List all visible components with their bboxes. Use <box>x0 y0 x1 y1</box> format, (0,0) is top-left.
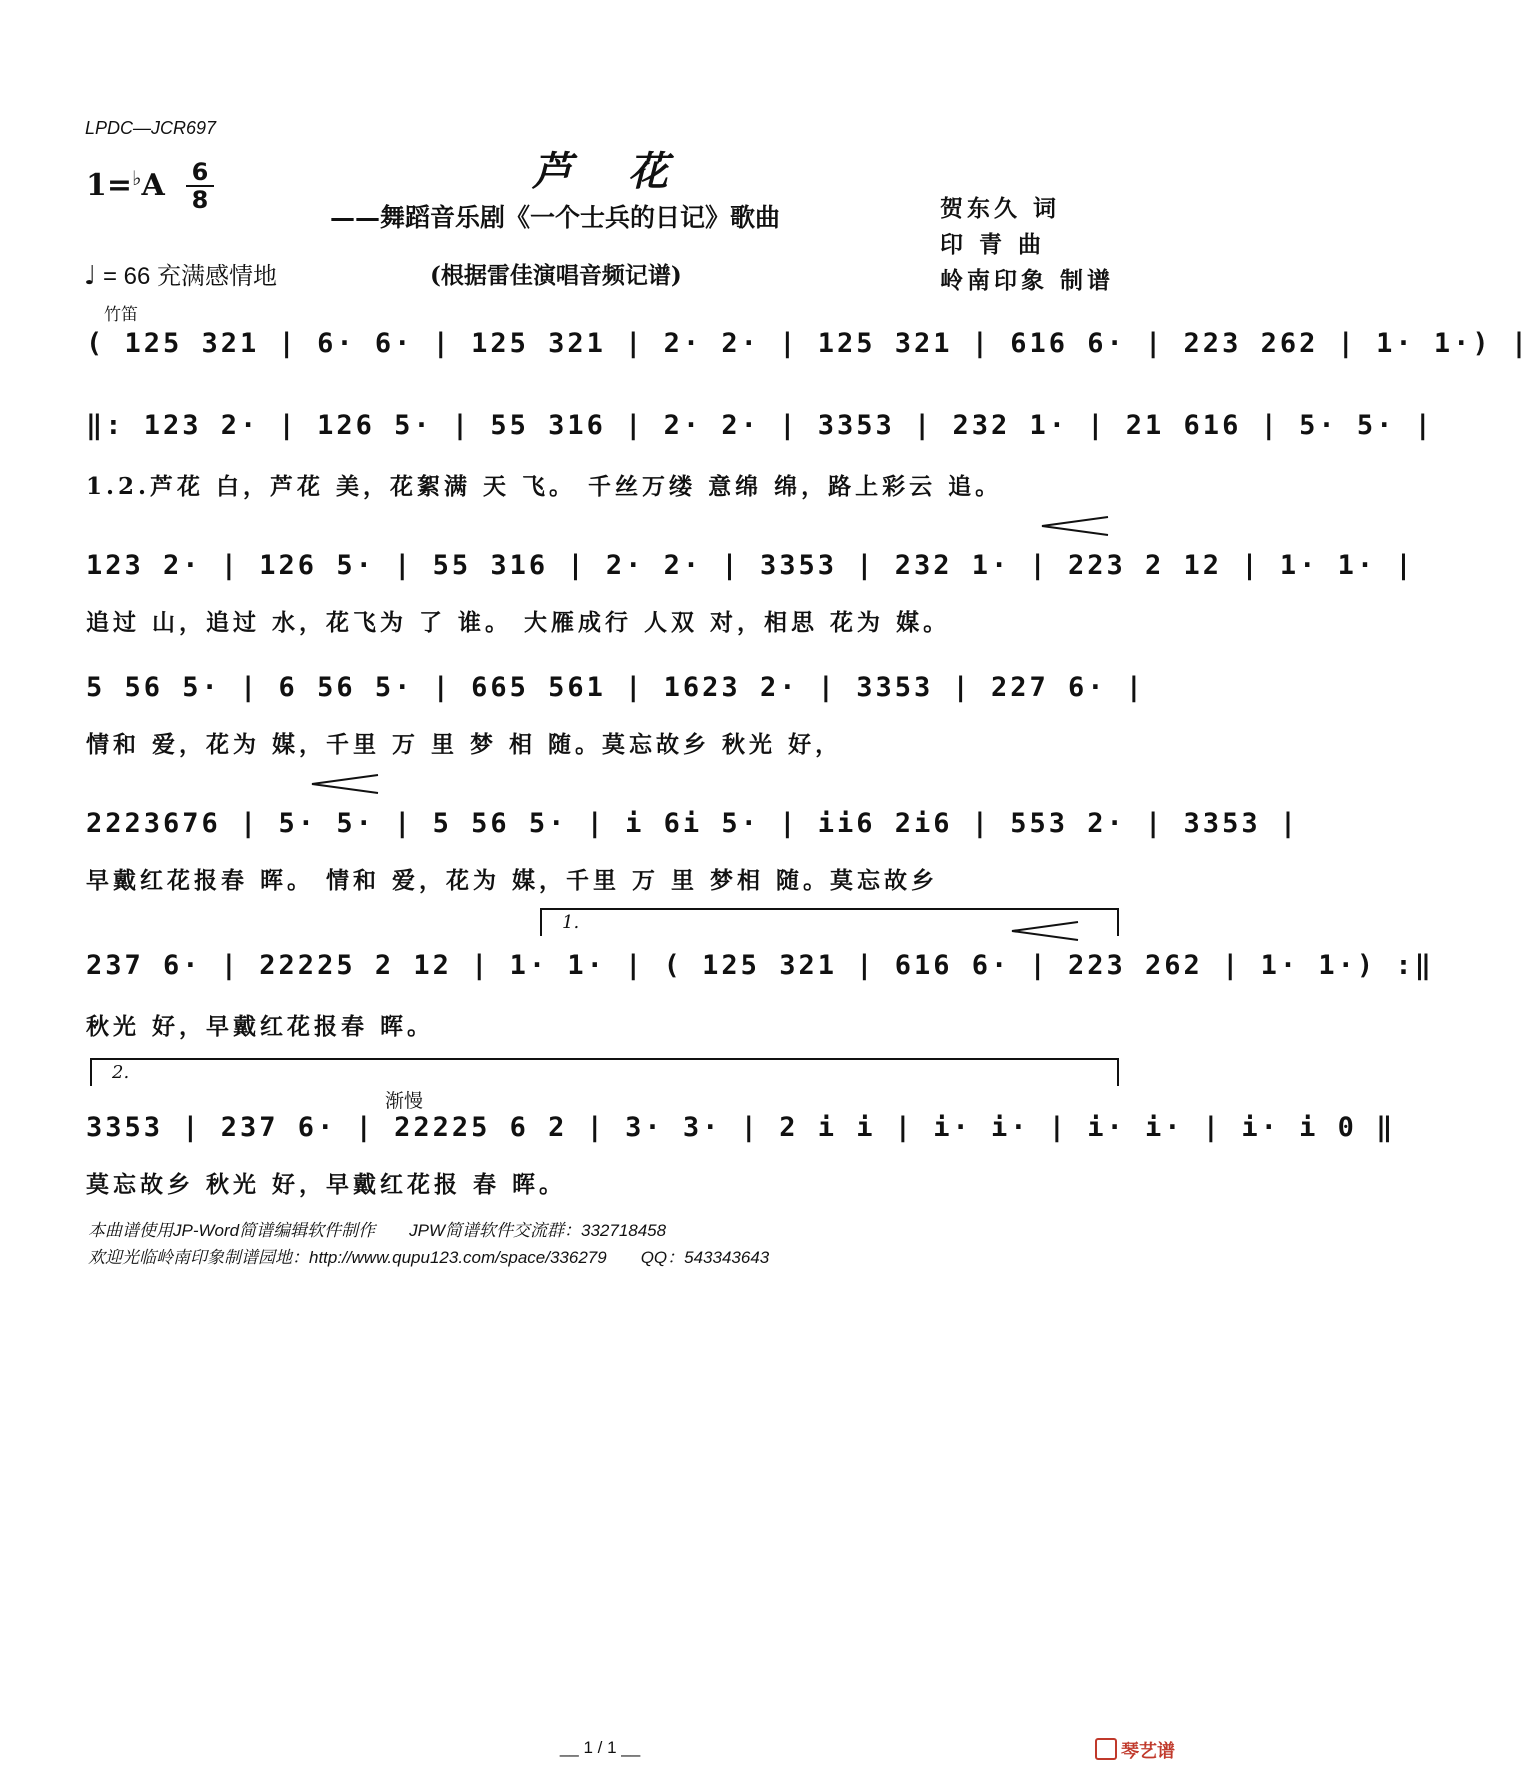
lyricist-credit: 贺东久 词 <box>940 195 1061 222</box>
arranger-credit: 岭南印象 制谱 <box>940 267 1115 294</box>
crescendo-hairpin-icon <box>1010 920 1080 942</box>
score-title: 芦花 <box>532 148 724 195</box>
key-prefix: 1= <box>86 168 133 203</box>
second-ending-label: 2. <box>112 1062 130 1083</box>
brand-icon <box>1095 1738 1117 1760</box>
lyric-row-5: 早戴红花报春 晖。 情和 爱，花为 媒，千里 万 里 梦相 随。莫忘故乡 <box>86 867 939 894</box>
time-signature <box>186 160 214 212</box>
composer-credit: 印 青 曲 <box>940 231 1046 258</box>
score-code: LPDC—JCR697 <box>85 118 217 138</box>
notation-row-1: ( 125 321 | 6· 6· | 125 321 | 2· 2· | 125 321 | 616 6· | 223 262 | 1· 1·) | <box>86 328 1530 359</box>
footer-software-note: 本曲谱使用JP-Word简谱编辑软件制作 JPW简谱软件交流群：332718458 <box>88 1221 667 1240</box>
lyric-row-3: 追过 山，追过 水，花飞为 了 谁。 大雁成行 人双 对，相思 花为 媒。 <box>86 609 951 636</box>
brand-logo <box>1095 1737 1175 1763</box>
notation-row-4: 5 56 5· | 6 56 5· | 665 561 | 1623 2· | 3353 | 227 6· | <box>86 672 1146 703</box>
instrument-label: 竹笛 <box>104 305 138 324</box>
brand-name: 琴艺谱 <box>1121 1741 1175 1761</box>
page-number: __ 1 / 1 __ <box>559 1738 641 1757</box>
lyric-row-7: 莫忘故乡 秋光 好，早戴红花报 春 晖。 <box>86 1171 567 1198</box>
score-source-note: (根据雷佳演唱音频记谱) <box>430 262 682 289</box>
key-signature <box>86 168 165 203</box>
lyric-row-4: 情和 爱，花为 媒，千里 万 里 梦 相 随。莫忘故乡 秋光 好， <box>86 731 843 758</box>
expression-text: 充满感情地 <box>157 263 277 290</box>
ritardando-mark: 渐慢 <box>385 1091 424 1112</box>
lyric-row-6: 秋光 好，早戴红花报春 晖。 <box>86 1013 435 1040</box>
flat-icon: ♭ <box>132 166 142 190</box>
tempo-value: = 66 <box>102 263 151 290</box>
footer-website-note: 欢迎光临岭南印象制谱园地：http://www.qupu123.com/space/336279 QQ：543343643 <box>88 1248 770 1267</box>
notation-row-2: ‖: 123 2· | 126 5· | 55 316 | 2· 2· | 3353 | 232 1· | 21 616 | 5· 5· | <box>86 410 1434 441</box>
notation-row-5: 2223676 | 5· 5· | 5 56 5· | i 6i 5· | ii6 2i6 | 553 2· | 3353 | <box>86 808 1300 839</box>
key-letter: A <box>141 168 165 203</box>
meter-top: 6 <box>191 158 209 186</box>
first-ending-label: 1. <box>562 912 580 933</box>
meter-bottom: 8 <box>191 186 209 214</box>
quarter-note-icon: ♩ <box>84 261 97 291</box>
score-subtitle: ——舞蹈音乐剧《一个士兵的日记》歌曲 <box>330 203 781 232</box>
crescendo-hairpin-icon <box>1040 515 1110 537</box>
notation-row-6: 237 6· | 22225 2 12 | 1· 1· | ( 125 321 | 616 6· | 223 262 | 1· 1·) :‖ <box>86 950 1434 981</box>
second-ending-bracket <box>90 1058 1119 1086</box>
notation-row-7: 3353 | 237 6· | 22225 6 2 | 3· 3· | 2 i i | i· i· | i· i· | i· i 0 ‖ <box>86 1112 1396 1143</box>
lyric-row-2: 1.2.芦花 白，芦花 美，花絮满 天 飞。 千丝万缕 意绵 绵，路上彩云 追。 <box>86 473 1003 500</box>
notation-row-3: 123 2· | 126 5· | 55 316 | 2· 2· | 3353 | 232 1· | 223 2 12 | 1· 1· | <box>86 550 1415 581</box>
tempo-marking <box>84 256 277 291</box>
crescendo-hairpin-icon <box>310 773 380 795</box>
